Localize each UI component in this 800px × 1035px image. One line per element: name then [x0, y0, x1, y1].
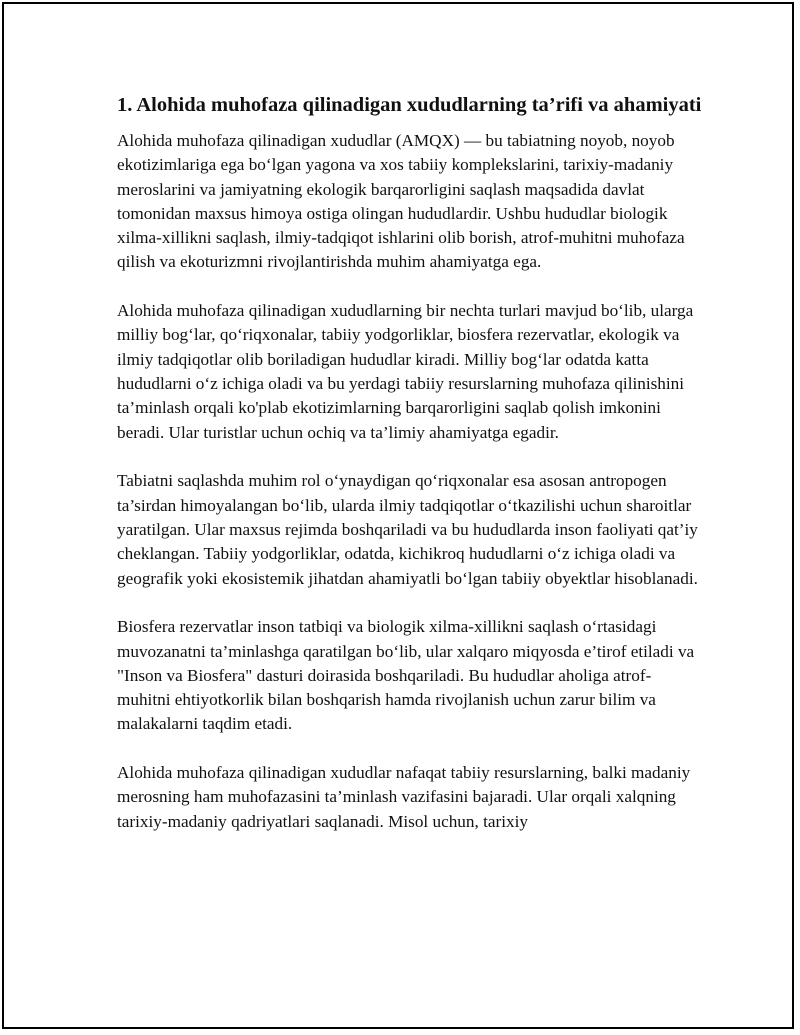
paragraph-heritage: Alohida muhofaza qilinadigan xududlar nafaqat tabiiy resurslarning, balki madaniy merosning ham muhofazasini ta’minlash vazifasini bajaradi. Ular orqali xalqning tarixiy-madaniy qadriyatlari saqlanadi. Misol uchun, tarixiy	[117, 763, 691, 831]
paragraph-reserves: Tabiatni saqlashda muhim rol o‘ynaydigan qo‘riqxonalar esa asosan antropogen ta’sirdan himoyalangan bo‘lib, ularda ilmiy tadqiqotlar o‘tkazilishi uchun sharoitlar yaratilgan. Ular maxsus rejimda boshqariladi va bu hududlarda inson faoliyati qat’iy cheklangan. Tabiiy yodgorliklar, odatda, kichikroq hududlarni o‘z ichiga oladi va geografik yoki ekosistemik jihatdan ahamiyatli bo‘lgan tabiiy obyektlar hisoblanadi.	[117, 471, 698, 588]
document-body	[117, 92, 702, 858]
section-heading: 1. Alohida muhofaza qilinadigan xududlarning ta’rifi va ahamiyati	[117, 94, 702, 116]
paragraph-types: Alohida muhofaza qilinadigan xududlarning bir nechta turlari mavjud bo‘lib, ularga milliy bog‘lar, qo‘riqxonalar, tabiiy yodgorliklar, biosfera rezervatlar, ekologik va ilmiy tadqiqotlar olib boriladigan hududlar kiradi. Milliy bog‘lar odatda katta hududlarni o‘z ichiga oladi va bu yerdagi tabiiy resurslarning muhofaza qilinishini ta’minlash orqali ko'plab ekotizimlarning barqarorligini saqlab qolish imkonini beradi. Ular turistlar uchun ochiq va ta’limiy ahamiyatga egadir.	[117, 301, 694, 442]
paragraph-definition: Alohida muhofaza qilinadigan xududlar (AMQX) — bu tabiatning noyob, noyob ekotizimlariga ega bo‘lgan yagona va xos tabiiy komplekslarini, tarixiy-madaniy meroslarini va jamiyatning ekologik barqarorligini saqlash maqsadida davlat tomonidan maxsus himoya ostiga olingan hududlardir. Ushbu hududlar biologik xilma-xillikni saqlash, ilmiy-tadqiqot ishlarini olib borish, atrof-muhitni muhofaza qilish va ekoturizmni rivojlantirishda muhim ahamiyatga ega.	[117, 131, 685, 272]
paragraph-biosphere: Biosfera rezervatlar inson tatbiqi va biologik xilma-xillikni saqlash o‘rtasidagi muvozanatni ta’minlashga qaratilgan bo‘lib, ular xalqaro miqyosda e’tirof etiladi va "Inson va Biosfera" dasturi doirasida boshqariladi. Bu hududlar aholiga atrof-muhitni ehtiyotkorlik bilan boshqarish hamda rivojlanish uchun zarur bilim va malakalarni taqdim etadi.	[117, 617, 695, 734]
